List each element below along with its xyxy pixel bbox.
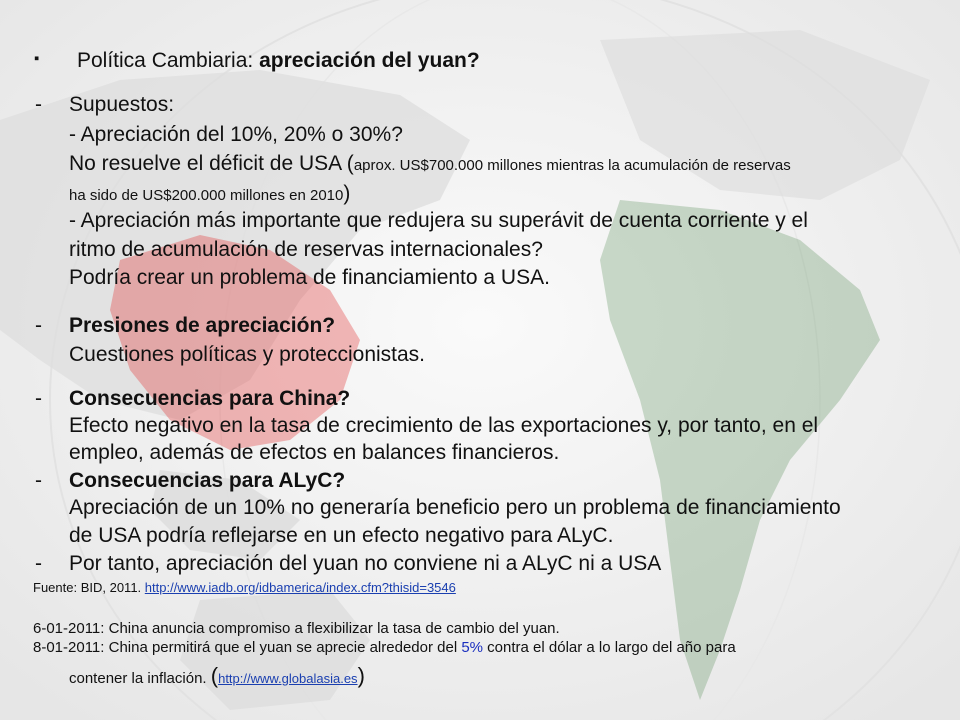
dash-marker: -	[35, 552, 42, 575]
supuestos-line1: - Apreciación del 10%, 20% o 30%?	[69, 123, 403, 146]
presiones-heading: Presiones de apreciación?	[69, 314, 336, 337]
news-line2	[33, 638, 736, 658]
supuestos-line6: Podría crear un problema de financiamiento a USA.	[69, 266, 550, 289]
alyc-heading: Consecuencias para ALyC?	[69, 469, 346, 492]
supuestos-line2-small: aprox. US$700.000 millones mientras la acumulación de reservas	[353, 157, 791, 174]
source-link[interactable]: http://www.iadb.org/idbamerica/index.cfm?thisid=3546	[144, 580, 456, 595]
dash-marker: -	[35, 93, 42, 116]
source-label: Fuente: BID, 2011.	[33, 580, 145, 595]
news-line1: 6-01-2011: China anuncia compromiso a flexibilizar la tasa de cambio del yuan.	[33, 620, 560, 637]
news-line3-open: (	[210, 663, 219, 688]
china-heading: Consecuencias para China?	[69, 387, 351, 410]
supuestos-heading: Supuestos:	[69, 93, 175, 116]
supuestos-line3-close: )	[343, 182, 351, 205]
presiones-line1: Cuestiones políticas y proteccionistas.	[69, 343, 426, 366]
dash-marker: -	[35, 314, 42, 337]
supuestos-line2-main: No resuelve el déficit de USA (	[69, 152, 354, 175]
alyc-line1: Apreciación de un 10% no generaría beneficio pero un problema de financiamiento	[69, 496, 841, 519]
china-line1: Efecto negativo en la tasa de crecimiento de las exportaciones y, por tanto, en el	[69, 414, 819, 437]
title-bold: apreciación del yuan?	[259, 49, 480, 72]
china-line2: empleo, además de efectos en balances financieros.	[69, 441, 560, 464]
news-line3	[69, 663, 365, 689]
conclusion-text: Por tanto, apreciación del yuan no conviene ni a ALyC ni a USA	[69, 552, 662, 575]
dash-marker: -	[35, 387, 42, 410]
news-highlight: 5%	[461, 639, 484, 656]
news-line3-pre: contener la inflación.	[69, 670, 211, 687]
slide-title	[77, 47, 480, 74]
supuestos-line3	[69, 180, 350, 207]
supuestos-line5: ritmo de acumulación de reservas internacionales?	[69, 238, 543, 261]
news-line3-close: )	[357, 663, 365, 688]
supuestos-line4: - Apreciación más importante que redujera su superávit de cuenta corriente y el	[69, 209, 808, 232]
news-line2-pre: 8-01-2011: China permitirá que el yuan se aprecie alrededor del	[33, 639, 462, 656]
globalasia-link[interactable]: http://www.globalasia.es	[218, 671, 358, 686]
supuestos-line2	[69, 150, 791, 177]
news-line2-post: contra el dólar a lo largo del año para	[483, 639, 736, 656]
dash-marker: -	[35, 469, 42, 492]
square-bullet-icon: ▪	[34, 50, 40, 67]
title-prefix: Política Cambiaria:	[77, 49, 260, 72]
source-note	[33, 579, 456, 597]
supuestos-line3-small: ha sido de US$200.000 millones en 2010	[69, 187, 344, 204]
alyc-line2: de USA podría reflejarse en un efecto negativo para ALyC.	[69, 524, 614, 547]
